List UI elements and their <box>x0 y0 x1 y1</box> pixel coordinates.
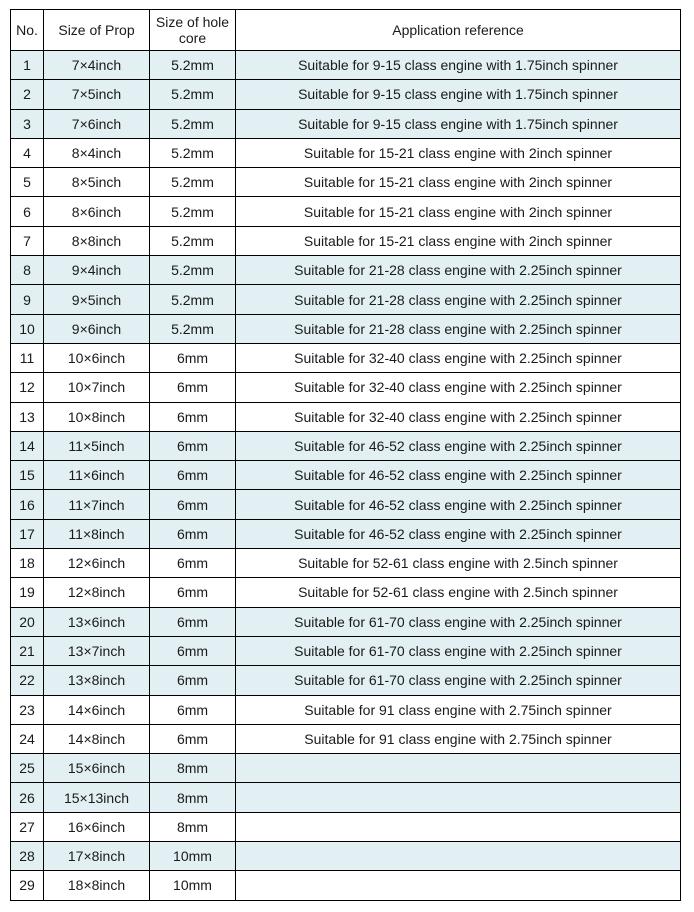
cell-application <box>236 842 681 871</box>
cell-no: 27 <box>11 812 44 841</box>
cell-hole-core: 6mm <box>150 490 236 519</box>
cell-hole-core: 6mm <box>150 549 236 578</box>
cell-hole-core: 6mm <box>150 519 236 548</box>
cell-no: 14 <box>11 431 44 460</box>
cell-size-of-prop: 11×5inch <box>44 431 150 460</box>
table-row <box>11 578 681 607</box>
table-row <box>11 461 681 490</box>
cell-hole-core: 5.2mm <box>150 138 236 167</box>
cell-no: 2 <box>11 80 44 109</box>
cell-no: 7 <box>11 226 44 255</box>
cell-hole-core: 6mm <box>150 666 236 695</box>
header-size-of-prop: Size of Prop <box>44 10 150 51</box>
cell-no: 19 <box>11 578 44 607</box>
cell-application: Suitable for 32-40 class engine with 2.25inch spinner <box>236 373 681 402</box>
cell-size-of-prop: 9×5inch <box>44 285 150 314</box>
cell-application: Suitable for 21-28 class engine with 2.25inch spinner <box>236 256 681 285</box>
cell-hole-core: 6mm <box>150 373 236 402</box>
cell-size-of-prop: 15×6inch <box>44 754 150 783</box>
cell-no: 13 <box>11 402 44 431</box>
cell-application: Suitable for 61-70 class engine with 2.25inch spinner <box>236 666 681 695</box>
cell-size-of-prop: 9×6inch <box>44 314 150 343</box>
cell-size-of-prop: 12×8inch <box>44 578 150 607</box>
table-row <box>11 431 681 460</box>
table-row <box>11 490 681 519</box>
table-row <box>11 402 681 431</box>
cell-size-of-prop: 8×5inch <box>44 168 150 197</box>
cell-size-of-prop: 11×6inch <box>44 461 150 490</box>
cell-no: 18 <box>11 549 44 578</box>
cell-application <box>236 783 681 812</box>
cell-hole-core: 5.2mm <box>150 109 236 138</box>
cell-hole-core: 6mm <box>150 578 236 607</box>
cell-hole-core: 6mm <box>150 431 236 460</box>
cell-hole-core: 10mm <box>150 871 236 900</box>
header-application-reference: Application reference <box>236 10 681 51</box>
cell-size-of-prop: 7×5inch <box>44 80 150 109</box>
table-row <box>11 724 681 753</box>
cell-size-of-prop: 7×4inch <box>44 51 150 80</box>
cell-hole-core: 6mm <box>150 636 236 665</box>
table-row <box>11 519 681 548</box>
cell-no: 23 <box>11 695 44 724</box>
cell-hole-core: 10mm <box>150 842 236 871</box>
cell-no: 9 <box>11 285 44 314</box>
table-row <box>11 666 681 695</box>
cell-hole-core: 6mm <box>150 402 236 431</box>
cell-size-of-prop: 7×6inch <box>44 109 150 138</box>
cell-hole-core: 5.2mm <box>150 80 236 109</box>
cell-hole-core: 6mm <box>150 695 236 724</box>
table-row <box>11 197 681 226</box>
cell-no: 16 <box>11 490 44 519</box>
cell-no: 6 <box>11 197 44 226</box>
cell-size-of-prop: 15×13inch <box>44 783 150 812</box>
cell-hole-core: 5.2mm <box>150 256 236 285</box>
cell-application: Suitable for 46-52 class engine with 2.25inch spinner <box>236 490 681 519</box>
table-row <box>11 842 681 871</box>
cell-no: 22 <box>11 666 44 695</box>
cell-application: Suitable for 46-52 class engine with 2.25inch spinner <box>236 431 681 460</box>
cell-hole-core: 8mm <box>150 754 236 783</box>
cell-application: Suitable for 15-21 class engine with 2inch spinner <box>236 197 681 226</box>
table-row <box>11 138 681 167</box>
table-row <box>11 373 681 402</box>
cell-size-of-prop: 14×6inch <box>44 695 150 724</box>
cell-size-of-prop: 14×8inch <box>44 724 150 753</box>
cell-no: 11 <box>11 343 44 372</box>
cell-size-of-prop: 8×4inch <box>44 138 150 167</box>
table-row <box>11 783 681 812</box>
cell-hole-core: 6mm <box>150 607 236 636</box>
cell-no: 29 <box>11 871 44 900</box>
cell-no: 25 <box>11 754 44 783</box>
table-row <box>11 871 681 900</box>
cell-hole-core: 6mm <box>150 461 236 490</box>
cell-no: 20 <box>11 607 44 636</box>
cell-no: 10 <box>11 314 44 343</box>
cell-no: 26 <box>11 783 44 812</box>
cell-size-of-prop: 13×7inch <box>44 636 150 665</box>
cell-application: Suitable for 15-21 class engine with 2inch spinner <box>236 168 681 197</box>
cell-no: 12 <box>11 373 44 402</box>
cell-size-of-prop: 13×8inch <box>44 666 150 695</box>
cell-application: Suitable for 61-70 class engine with 2.25inch spinner <box>236 636 681 665</box>
cell-no: 5 <box>11 168 44 197</box>
cell-size-of-prop: 8×6inch <box>44 197 150 226</box>
cell-application: Suitable for 9-15 class engine with 1.75inch spinner <box>236 51 681 80</box>
cell-hole-core: 5.2mm <box>150 226 236 255</box>
cell-application: Suitable for 21-28 class engine with 2.25inch spinner <box>236 314 681 343</box>
table-header <box>11 10 681 51</box>
cell-no: 17 <box>11 519 44 548</box>
cell-application <box>236 871 681 900</box>
table-row <box>11 168 681 197</box>
header-no: No. <box>11 10 44 51</box>
cell-no: 15 <box>11 461 44 490</box>
cell-size-of-prop: 17×8inch <box>44 842 150 871</box>
cell-application: Suitable for 9-15 class engine with 1.75inch spinner <box>236 109 681 138</box>
cell-hole-core: 5.2mm <box>150 285 236 314</box>
cell-size-of-prop: 13×6inch <box>44 607 150 636</box>
cell-size-of-prop: 16×6inch <box>44 812 150 841</box>
cell-hole-core: 5.2mm <box>150 314 236 343</box>
cell-application: Suitable for 9-15 class engine with 1.75inch spinner <box>236 80 681 109</box>
header-row <box>11 10 681 51</box>
cell-no: 1 <box>11 51 44 80</box>
cell-size-of-prop: 12×6inch <box>44 549 150 578</box>
cell-size-of-prop: 8×8inch <box>44 226 150 255</box>
table-row <box>11 256 681 285</box>
cell-size-of-prop: 11×8inch <box>44 519 150 548</box>
cell-application: Suitable for 21-28 class engine with 2.25inch spinner <box>236 285 681 314</box>
table-row <box>11 314 681 343</box>
table-row <box>11 51 681 80</box>
cell-application <box>236 754 681 783</box>
cell-hole-core: 8mm <box>150 783 236 812</box>
cell-application <box>236 812 681 841</box>
table-row <box>11 636 681 665</box>
cell-no: 8 <box>11 256 44 285</box>
cell-application: Suitable for 46-52 class engine with 2.25inch spinner <box>236 519 681 548</box>
table-row <box>11 549 681 578</box>
table-row <box>11 695 681 724</box>
cell-hole-core: 8mm <box>150 812 236 841</box>
cell-application: Suitable for 46-52 class engine with 2.25inch spinner <box>236 461 681 490</box>
cell-application: Suitable for 52-61 class engine with 2.5inch spinner <box>236 578 681 607</box>
cell-hole-core: 5.2mm <box>150 51 236 80</box>
table-row <box>11 607 681 636</box>
cell-hole-core: 6mm <box>150 724 236 753</box>
table-row <box>11 226 681 255</box>
cell-no: 24 <box>11 724 44 753</box>
table-row <box>11 343 681 372</box>
cell-application: Suitable for 15-21 class engine with 2inch spinner <box>236 226 681 255</box>
cell-no: 21 <box>11 636 44 665</box>
cell-size-of-prop: 18×8inch <box>44 871 150 900</box>
cell-application: Suitable for 52-61 class engine with 2.5inch spinner <box>236 549 681 578</box>
table-row <box>11 285 681 314</box>
table-row <box>11 80 681 109</box>
prop-spec-table <box>10 9 681 901</box>
table-row <box>11 754 681 783</box>
table-row <box>11 812 681 841</box>
cell-size-of-prop: 11×7inch <box>44 490 150 519</box>
header-size-of-hole-core: Size of hole core <box>150 10 236 51</box>
cell-application: Suitable for 32-40 class engine with 2.25inch spinner <box>236 343 681 372</box>
table-row <box>11 109 681 138</box>
cell-hole-core: 5.2mm <box>150 197 236 226</box>
cell-size-of-prop: 10×8inch <box>44 402 150 431</box>
cell-application: Suitable for 15-21 class engine with 2inch spinner <box>236 138 681 167</box>
table-body <box>11 51 681 901</box>
cell-size-of-prop: 9×4inch <box>44 256 150 285</box>
cell-application: Suitable for 91 class engine with 2.75inch spinner <box>236 695 681 724</box>
cell-hole-core: 5.2mm <box>150 168 236 197</box>
cell-size-of-prop: 10×6inch <box>44 343 150 372</box>
cell-application: Suitable for 61-70 class engine with 2.25inch spinner <box>236 607 681 636</box>
cell-application: Suitable for 91 class engine with 2.75inch spinner <box>236 724 681 753</box>
cell-no: 4 <box>11 138 44 167</box>
cell-application: Suitable for 32-40 class engine with 2.25inch spinner <box>236 402 681 431</box>
cell-no: 28 <box>11 842 44 871</box>
cell-no: 3 <box>11 109 44 138</box>
cell-size-of-prop: 10×7inch <box>44 373 150 402</box>
cell-hole-core: 6mm <box>150 343 236 372</box>
